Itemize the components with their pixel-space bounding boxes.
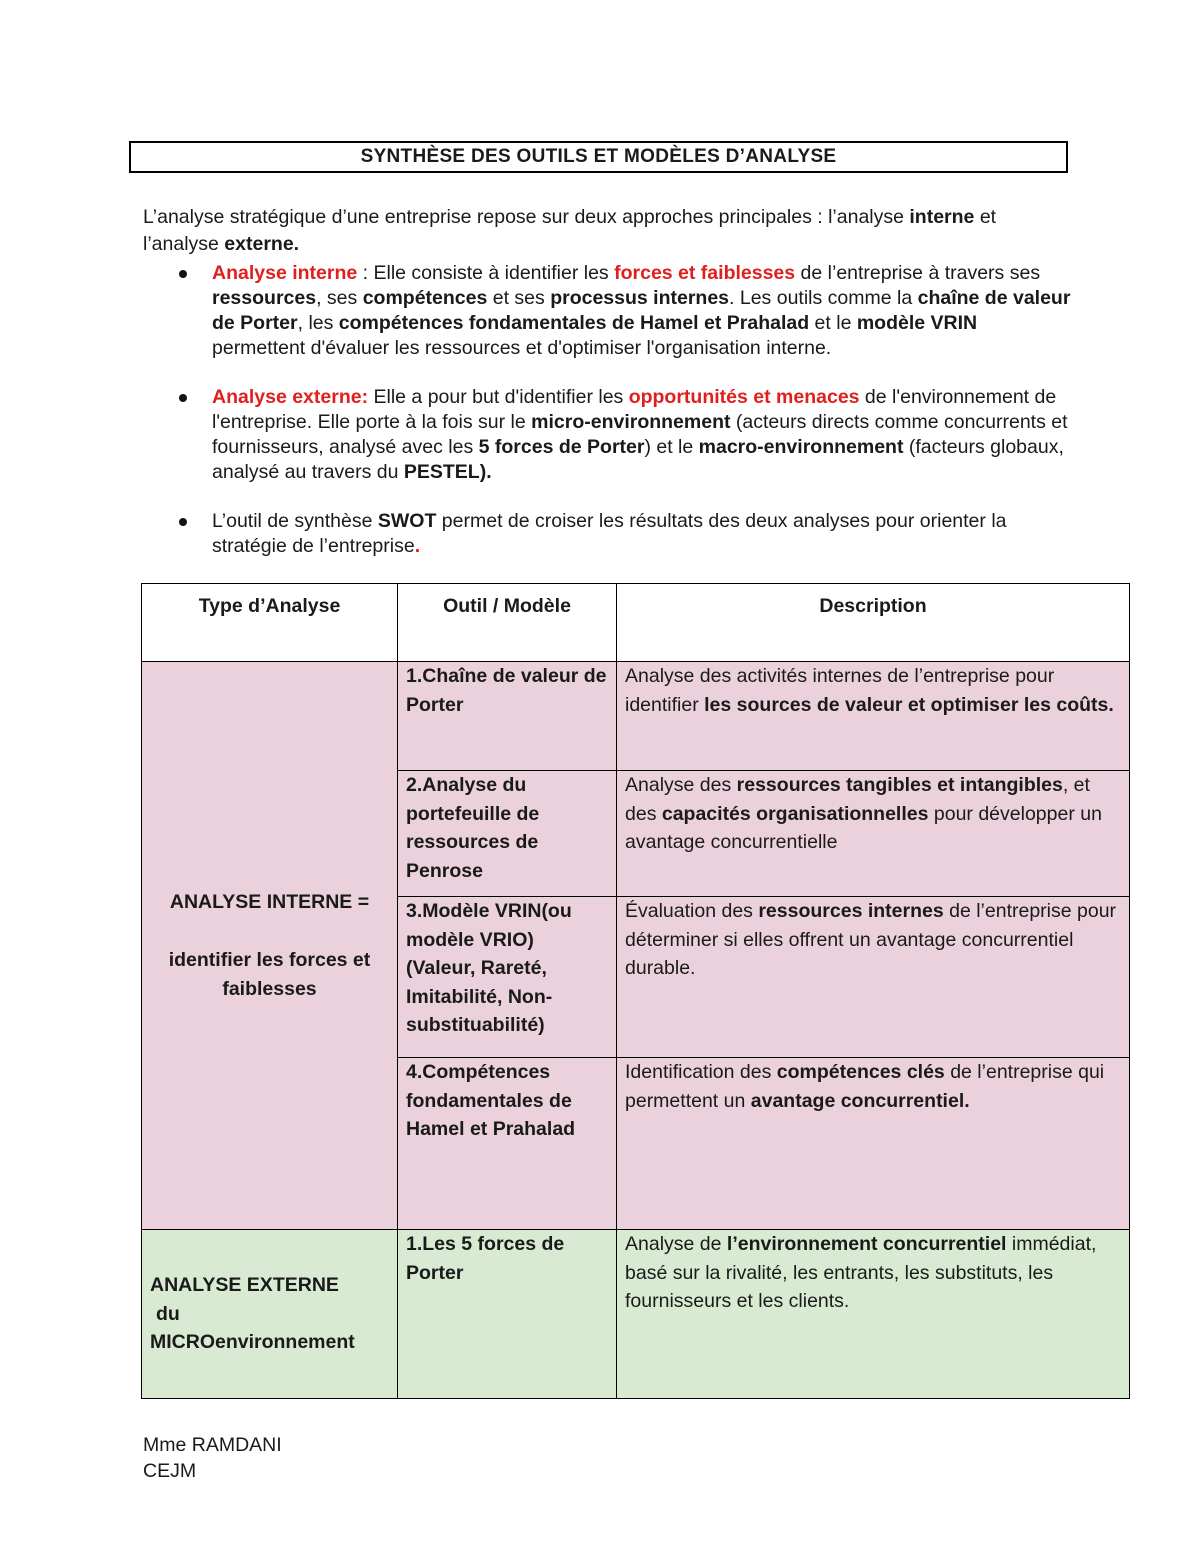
desc-bold: l’environnement concurrentiel xyxy=(726,1233,1007,1255)
description-cell xyxy=(617,662,1130,771)
description-cell xyxy=(617,1058,1130,1230)
bullet-text: et ses xyxy=(487,287,551,309)
bullet-text: de l'environnement de l'entreprise. Elle porte à la fois sur le xyxy=(212,386,1057,433)
desc-text: Analyse des xyxy=(625,774,737,796)
type-cell-external xyxy=(142,1230,398,1399)
desc-text: Identification des xyxy=(625,1061,777,1083)
bullet-text: permet de croiser les résultats des deux analyses pour orienter la stratégie de l’entreprise xyxy=(212,510,1007,557)
desc-bold: les sources de valeur et optimiser les coûts. xyxy=(704,693,1114,716)
bullet-dot-icon xyxy=(179,270,187,278)
desc-bold: ressources tangibles et intangibles xyxy=(736,774,1063,796)
desc-text: Analyse des activités internes de l’entreprise pour identifier xyxy=(625,665,1055,716)
bullet-text: , les xyxy=(297,312,339,334)
footer-subject: CEJM xyxy=(143,1460,197,1482)
bullet-highlight: opportunités et menaces xyxy=(628,386,860,408)
type-sublabel: identifier les forces et faiblesses xyxy=(168,949,371,1000)
bullet-bold: chaîne de valeur de Porter xyxy=(212,287,1071,334)
desc-text: de l’entreprise qui permettent un xyxy=(625,1061,1105,1112)
bullet-dot-icon xyxy=(179,394,187,402)
desc-bold: ressources internes xyxy=(758,900,944,922)
desc-text: de l’entreprise pour déterminer si elles offrent un avantage concurrentiel durable. xyxy=(625,900,1117,979)
footer-author: Mme RAMDANI xyxy=(143,1434,282,1456)
bullet-text: . Les outils comme la xyxy=(729,287,918,309)
intro-bold: interne xyxy=(909,206,975,228)
bullet-text: : Elle consiste à identifier les xyxy=(357,262,615,284)
description-cell xyxy=(617,771,1130,897)
table-header-row xyxy=(142,584,1130,662)
description-cell xyxy=(617,1230,1130,1399)
bullet-bold: micro-environnement xyxy=(531,411,731,433)
bullet-bold: ressources xyxy=(212,287,317,309)
tool-cell: 2.Analyse du portefeuille de ressources de Penrose xyxy=(398,771,617,897)
document-title: SYNTHÈSE DES OUTILS ET MODÈLES D’ANALYSE xyxy=(129,141,1068,173)
bullet-highlight: forces et faiblesses xyxy=(614,262,796,284)
bullet-text: ) et le xyxy=(644,436,699,458)
desc-text: , et des xyxy=(625,774,1090,825)
desc-text: Analyse de xyxy=(625,1233,727,1255)
type-sublabel: du xyxy=(156,1302,180,1325)
intro-text: L’analyse stratégique d’une entreprise repose sur deux approches principales : l’analyse xyxy=(143,206,910,228)
bullet-analyse-externe xyxy=(172,385,1072,485)
bullet-text: (acteurs directs comme concurrents et fournisseurs, analysé avec les xyxy=(212,411,1068,458)
description-cell xyxy=(617,897,1130,1058)
bullet-bold: processus internes xyxy=(550,287,730,309)
bullet-text: permettent d'évaluer les ressources et d'optimiser l'organisation interne. xyxy=(212,337,832,359)
bullet-bold: macro-environnement xyxy=(698,436,904,458)
intro-bold: externe xyxy=(224,233,294,255)
desc-text: immédiat, basé sur la rivalité, les entrants, les substituts, les fournisseurs et les clients. xyxy=(625,1233,1097,1312)
analysis-table xyxy=(141,583,1130,1399)
desc-bold: capacités organisationnelles xyxy=(661,802,929,825)
tool-cell: 3.Modèle VRIN(ou modèle VRIO) (Valeur, Rareté, Imitabilité, Non-substituabilité) xyxy=(398,897,617,1058)
type-sublabel: MICROenvironnement xyxy=(150,1331,355,1354)
header-tool: Outil / Modèle xyxy=(398,584,617,662)
bullet-text: et le xyxy=(809,312,857,334)
bullet-list xyxy=(172,261,1072,583)
type-label: ANALYSE INTERNE = xyxy=(169,890,370,913)
desc-bold: avantage concurrentiel. xyxy=(750,1089,970,1112)
bullet-bold: PESTEL xyxy=(403,461,480,483)
bullet-bold: modèle VRIN xyxy=(856,312,978,334)
type-cell-internal xyxy=(142,662,398,1230)
bullet-text: ). xyxy=(479,461,492,483)
footer xyxy=(143,1432,282,1484)
bullet-text: L’outil de synthèse xyxy=(212,510,378,532)
header-description: Description xyxy=(617,584,1130,662)
bullet-text: , ses xyxy=(316,287,363,309)
bullet-highlight: . xyxy=(414,535,421,557)
bullet-text: Elle a pour but d'identifier les xyxy=(368,386,629,408)
bullet-bold: 5 forces de Porter xyxy=(478,436,645,458)
bullet-text: (facteurs globaux, analysé au travers du xyxy=(212,436,1064,483)
bullet-lead: Analyse externe: xyxy=(212,386,369,408)
bullet-bold: compétences xyxy=(362,287,488,309)
desc-text: Évaluation des xyxy=(625,900,759,922)
tool-cell: 4.Compétences fondamentales de Hamel et Prahalad xyxy=(398,1058,617,1230)
desc-text: pour développer un avantage concurrentielle xyxy=(625,802,1102,853)
bullet-text: de l’entreprise à travers ses xyxy=(795,262,1041,284)
bullet-analyse-interne xyxy=(172,261,1072,361)
type-label: ANALYSE EXTERNE xyxy=(150,1274,339,1297)
header-type: Type d’Analyse xyxy=(142,584,398,662)
bullet-dot-icon xyxy=(179,518,187,526)
bullet-swot xyxy=(172,509,1072,559)
table-row xyxy=(142,1230,1130,1399)
bullet-lead: Analyse interne xyxy=(212,262,358,284)
table-row xyxy=(142,662,1130,771)
desc-bold: compétences clés xyxy=(776,1061,945,1083)
tool-cell: 1.Chaîne de valeur de Porter xyxy=(398,662,617,771)
tool-cell: 1.Les 5 forces de Porter xyxy=(398,1230,617,1399)
intro-text: . xyxy=(293,233,300,255)
intro-text: et l’analyse xyxy=(143,206,997,255)
intro-paragraph xyxy=(143,204,1043,258)
bullet-bold: compétences fondamentales de Hamel et Prahalad xyxy=(338,312,810,334)
bullet-bold: SWOT xyxy=(377,510,437,532)
